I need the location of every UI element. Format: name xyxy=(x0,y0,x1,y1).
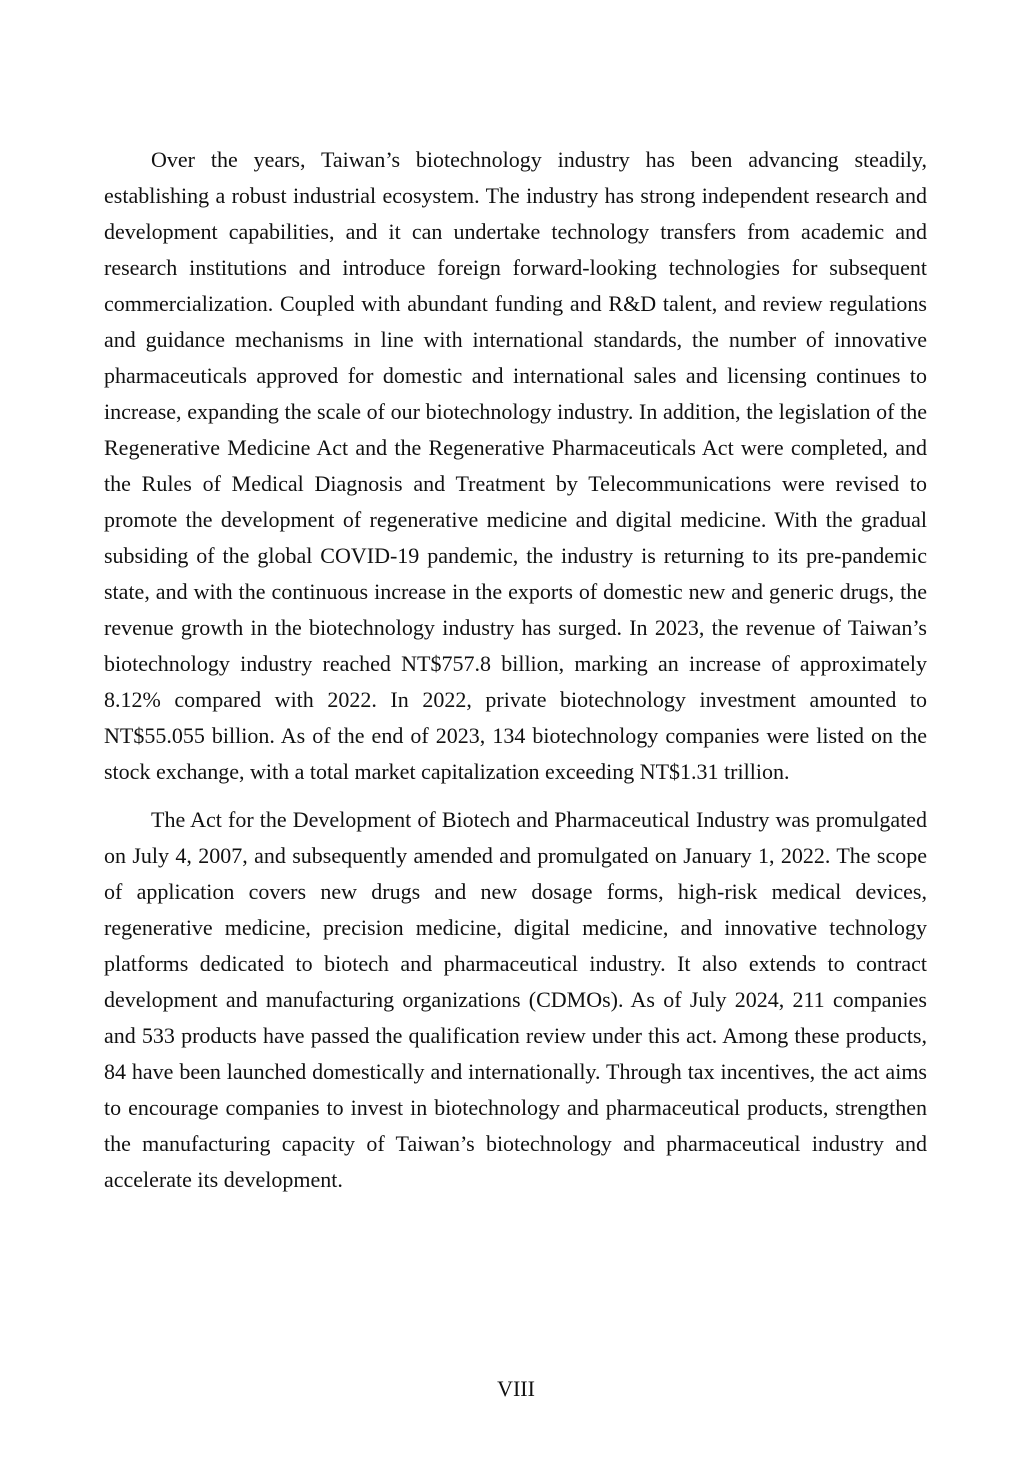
paragraph-biotech-industry-overview: Over the years, Taiwan’s biotechnology industry has been advancing steadily, establishing a robust industrial ecosystem. The industry has strong independent research and development capabilities, and it can undertake technology transfers from academic and research institutions and introduce foreign forward-looking technologies for subsequent commercialization. Coupled with abundant funding and R&D talent, and review regulations and guidance mechanisms in line with international standards, the number of innovative pharmaceuticals approved for domestic and international sales and licensing continues to increase, expanding the scale of our biotechnology industry. In addition, the legislation of the Regenerative Medicine Act and the Regenerative Pharmaceuticals Act were completed, and the Rules of Medical Diagnosis and Treatment by Telecommunications were revised to promote the development of regenerative medicine and digital medicine. With the gradual subsiding of the global COVID-19 pandemic, the industry is returning to its pre-pandemic state, and with the continuous increase in the exports of domestic new and generic drugs, the revenue growth in the biotechnology industry has surged. In 2023, the revenue of Taiwan’s biotechnology industry reached NT$757.8 billion, marking an increase of approximately 8.12% compared with 2022. In 2022, private biotechnology investment amounted to NT$55.055 billion. As of the end of 2023, 134 biotechnology companies were listed on the stock exchange, with a total market capitalization exceeding NT$1.31 trillion. xyxy=(104,147,927,784)
document-body xyxy=(104,142,927,1210)
paragraph-biotech-act: The Act for the Development of Biotech and Pharmaceutical Industry was promulgated on July 4, 2007, and subsequently amended and promulgated on January 1, 2022. The scope of application covers new drugs and new dosage forms, high-risk medical devices, regenerative medicine, precision medicine, digital medicine, and innovative technology platforms dedicated to biotech and pharmaceutical industry. It also extends to contract development and manufacturing organizations (CDMOs). As of July 2024, 211 companies and 533 products have passed the qualification review under this act. Among these products, 84 have been launched domestically and internationally. Through tax incentives, the act aims to encourage companies to invest in biotechnology and pharmaceutical products, strengthen the manufacturing capacity of Taiwan’s biotechnology and pharmaceutical industry and accelerate its development. xyxy=(104,807,927,1192)
page-number: VIII xyxy=(497,1376,535,1401)
